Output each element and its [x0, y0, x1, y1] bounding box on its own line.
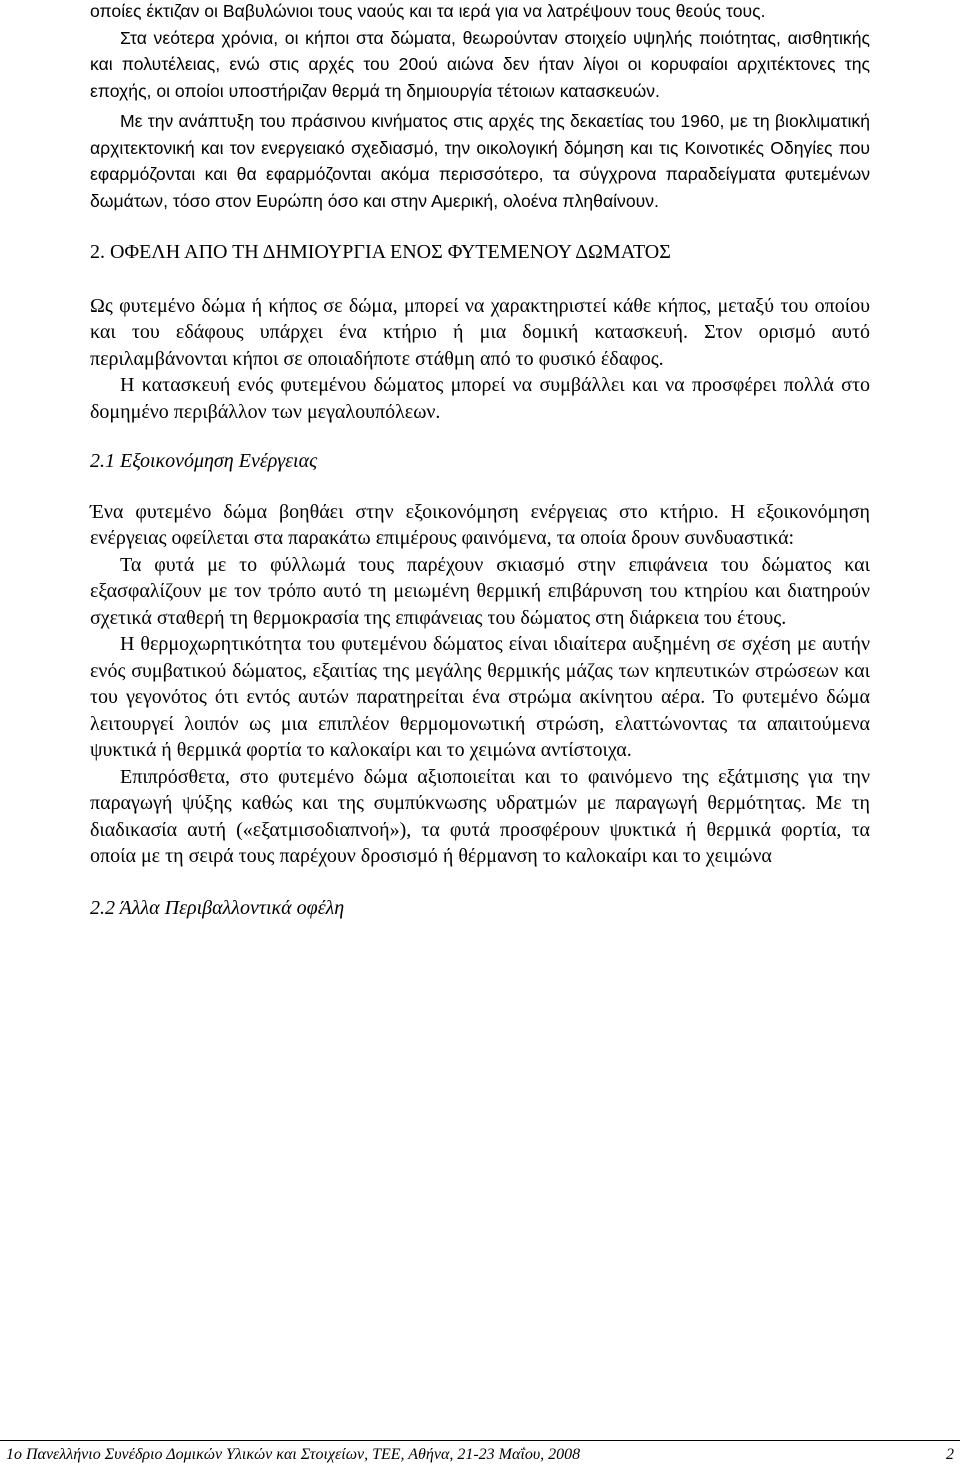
section-2-1-paragraph-3: Η θερμοχωρητικότητα του φυτεμένου δώματος είναι ιδιαίτερα αυξημένη σε σχέση με αυτήν ενός συμβατικού δώματος, εξαιτίας της μεγάλης θερμικής μάζας των κηπευτικών στρώσεων και του γεγονότος ότι εντός αυτών παρατηρείται ένα στρώμα ακίνητου αέρα. Το φυτεμένο δώμα λειτουργεί λοιπόν ως μια επιπλέον θερμομονωτική στρώση, ελαττώνοντας τα απαιτούμενα ψυκτικά ή θερμικά φορτία το καλοκαίρι και το χειμώνα αντίστοιχα. [90, 633, 870, 761]
section-2-1-paragraph-2: Τα φυτά με το φύλλωμά τους παρέχουν σκιασμό στην επιφάνεια του δώματος και εξασφαλίζουν με τον τρόπο αυτό τη μειωμένη θερμική επιβάρυνση του κτηρίου και διατηρούν σχετικά σταθερή τη θερμοκρασία της επιφάνειας του δώματος στη διάρκεια του έτους. [90, 553, 870, 629]
page-footer [6, 1445, 954, 1465]
footer-conference-title: 1ο Πανελλήνιο Συνέδριο Δομικών Υλικών και Στοιχείων, ΤΕΕ, Αθήνα, 21-23 Μαΐου, 2008 [6, 1446, 581, 1463]
section-2-1-heading: 2.1 Εξοικονόμηση Ενέργειας [90, 450, 318, 472]
intro-paragraph-2: Στα νεότερα χρόνια, οι κήποι στα δώματα, θεωρούνταν στοιχείο υψηλής ποιότητας, αισθητικής και πολυτέλειας, ενώ στις αρχές του 20ού αιώνα δεν ήταν λίγοι οι κορυφαίοι αρχιτέκτονες της εποχής, οι οποίοι υποστήριζαν θερμά τη δημιουργία τέτοιων κατασκευών. [90, 27, 870, 101]
section-2-heading: 2. ΟΦΕΛΗ ΑΠΟ ΤΗ ΔΗΜΙΟΥΡΓΙΑ ΕΝΟΣ ΦΥΤΕΜΕΝΟΥ ΔΩΜΑΤΟΣ [90, 241, 671, 263]
document-body [90, 0, 870, 921]
intro-block [90, 0, 870, 214]
section-2-1-paragraph-1: Ένα φυτεμένο δώμα βοηθάει στην εξοικονόμηση ενέργειας στο κτήριο. Η εξοικονόμηση ενέργειας οφείλεται στα παρακάτω επιμέρους φαινόμενα, τα οποία δρουν συνδυαστικά: [90, 500, 870, 549]
intro-paragraph-1: οποίες έκτιζαν οι Βαβυλώνιοι τους ναούς και τα ιερά για να λατρέψουν τους θεούς τους. [90, 1, 766, 21]
section-2-paragraph-1: Ως φυτεμένο δώμα ή κήπος σε δώμα, μπορεί να χαρακτηριστεί κάθε κήπος, μεταξύ του οποίου και του εδάφους υπάρχει ένα κτήριο ή μια δομική κατασκευή. Στον ορισμό αυτό περιλαμβάνονται κήποι σε οποιαδήποτε στάθμη από το φυσικό έδαφος. [90, 294, 870, 370]
section-2-1-paragraph-4: Επιπρόσθετα, στο φυτεμένο δώμα αξιοποιείται και το φαινόμενο της εξάτμισης για την παραγωγή ψύξης καθώς και της συμπύκνωσης υδρατμών με παραγωγή θερμότητας. Με τη διαδικασία αυτή («εξατμισοδιαπνοή»), τα φυτά προσφέρουν ψυκτικά ή θερμικά φορτία, τα οποία με τη σειρά τους παρέχουν δροσισμό ή θέρμανση το καλοκαίρι και το χειμώνα [90, 765, 870, 867]
intro-paragraph-3: Με την ανάπτυξη του πράσινου κινήματος στις αρχές της δεκαετίας του 1960, με τη βιοκλιματική αρχιτεκτονική και τον ενεργειακό σχεδιασμό, την οικολογική δόμηση και τις Κοινοτικές Οδηγίες που εφαρμόζονται και θα εφαρμόζονται ακόμα περισσότερο, τα σύγχρονα παραδείγματα φυτεμένων δωμάτων, τόσο στον Ευρώπη όσο και στην Αμερική, ολοένα πληθαίνουν. [90, 111, 870, 211]
section-2-paragraph-2: Η κατασκευή ενός φυτεμένου δώματος μπορεί να συμβάλλει και να προσφέρει πολλά στο δομημένο περιβάλλον των μεγαλουπόλεων. [90, 374, 870, 423]
footer-page-number: 2 [946, 1446, 954, 1463]
section-2-2-heading: 2.2 Άλλα Περιβαλλοντικά οφέλη [90, 896, 345, 919]
footer-divider [0, 1440, 960, 1441]
